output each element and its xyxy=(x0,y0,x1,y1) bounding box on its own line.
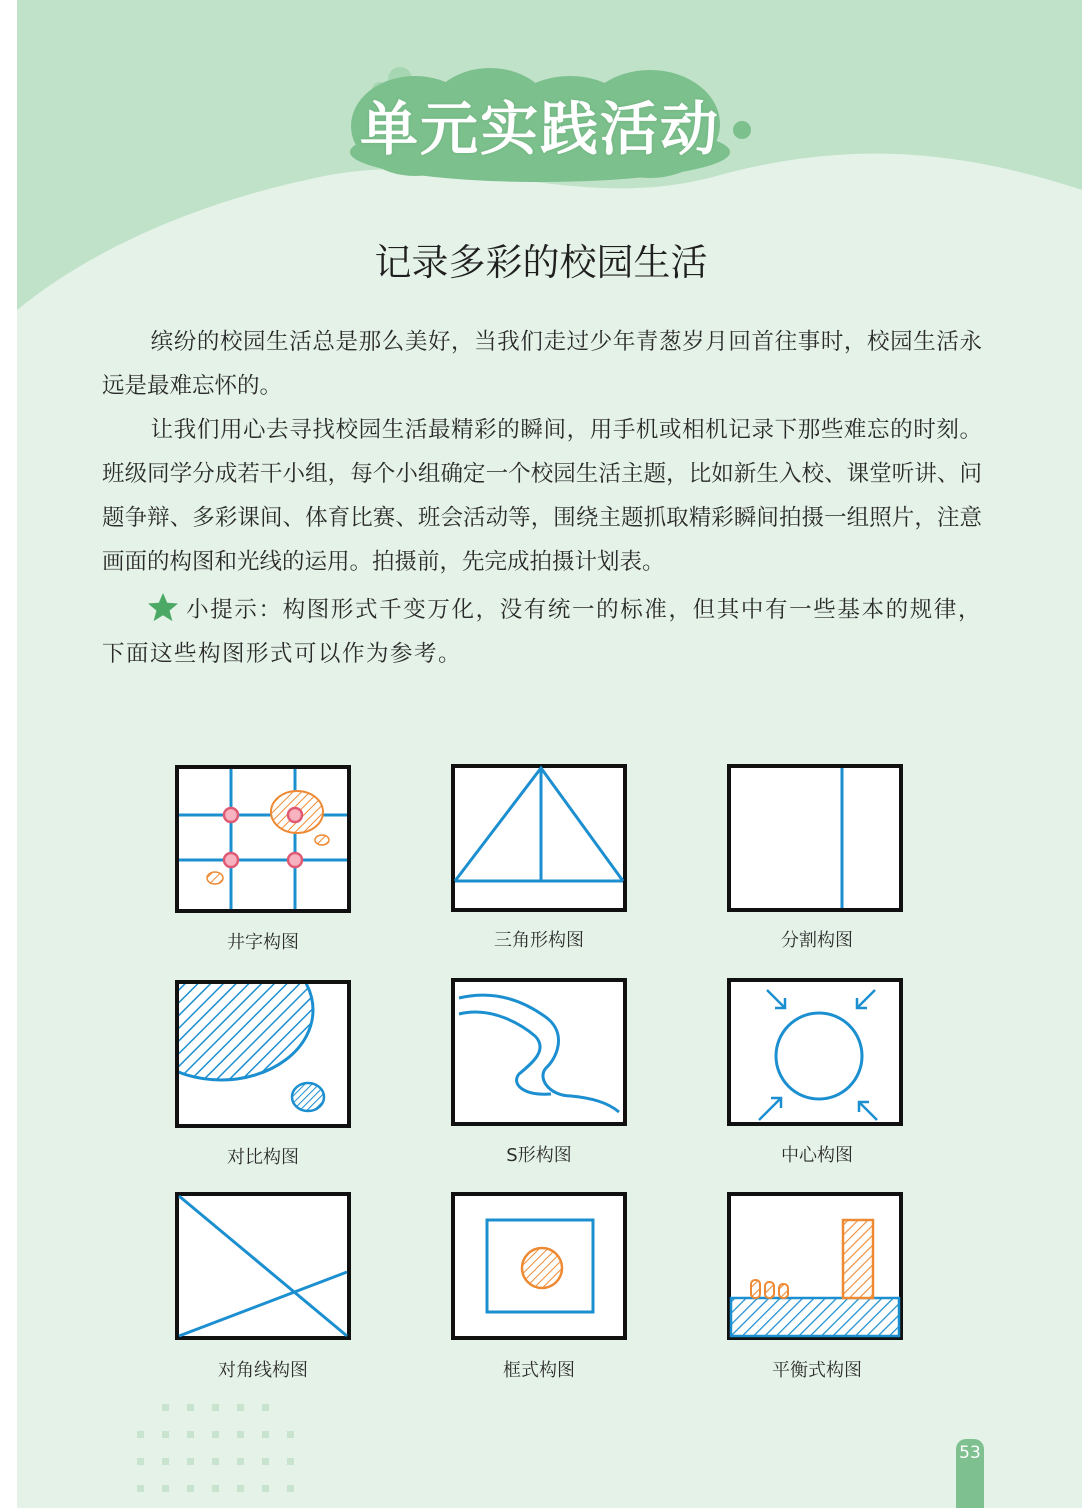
activity-title: 记录多彩的校园生活 xyxy=(374,241,708,284)
composition-caption: 中心构图 xyxy=(781,1145,853,1166)
s-curve-composition-diagram xyxy=(451,978,627,1126)
composition-caption: S形构图 xyxy=(506,1145,572,1166)
rule-of-thirds-diagram xyxy=(175,765,351,913)
balance-composition-diagram xyxy=(727,1192,903,1340)
star-icon xyxy=(146,592,180,622)
triangle-composition-diagram xyxy=(451,764,627,912)
unit-activity-banner-title: 单元实践活动 xyxy=(359,95,720,163)
diagonal-composition-diagram xyxy=(175,1192,351,1340)
decorative-dot-grid xyxy=(132,1400,302,1500)
composition-caption: 分割构图 xyxy=(781,930,853,951)
page-number: 53 xyxy=(959,1443,981,1463)
frame-composition-diagram xyxy=(451,1192,627,1340)
center-composition-diagram xyxy=(727,978,903,1126)
composition-caption: 平衡式构图 xyxy=(772,1360,862,1381)
composition-caption: 井字构图 xyxy=(227,932,299,953)
composition-caption: 对角线构图 xyxy=(218,1360,308,1381)
page-margin-strip xyxy=(0,0,17,1508)
task-paragraph-text: 让我们用心去寻找校园生活最精彩的瞬间，用手机或相机记录下那些难忘的时刻。班级同学分成若干小组，每个小组确定一个校园生活主题，比如新生入校、课堂听讲、问题争辩、多彩课间、体育比赛、班会活动等，围绕主题抓取精彩瞬间拍摄一组照片，注意画面的构图和光线的运用。拍摄前，先完成拍摄计划表。 xyxy=(102,417,982,575)
division-composition-diagram xyxy=(727,764,903,912)
task-paragraph xyxy=(102,408,982,584)
intro-paragraph xyxy=(102,320,982,408)
intro-paragraph-text: 缤纷的校园生活总是那么美好，当我们走过少年青葱岁月回首往事时，校园生活永远是最难忘怀的。 xyxy=(102,329,982,399)
composition-caption: 对比构图 xyxy=(227,1147,299,1168)
composition-caption: 框式构图 xyxy=(503,1360,575,1381)
tip-paragraph xyxy=(102,588,982,676)
composition-caption: 三角形构图 xyxy=(494,930,584,951)
contrast-composition-diagram xyxy=(175,980,351,1128)
tip-text: 小提示：构图形式千变万化，没有统一的标准，但其中有一些基本的规律，下面这些构图形式可以作为参考。 xyxy=(102,597,982,667)
